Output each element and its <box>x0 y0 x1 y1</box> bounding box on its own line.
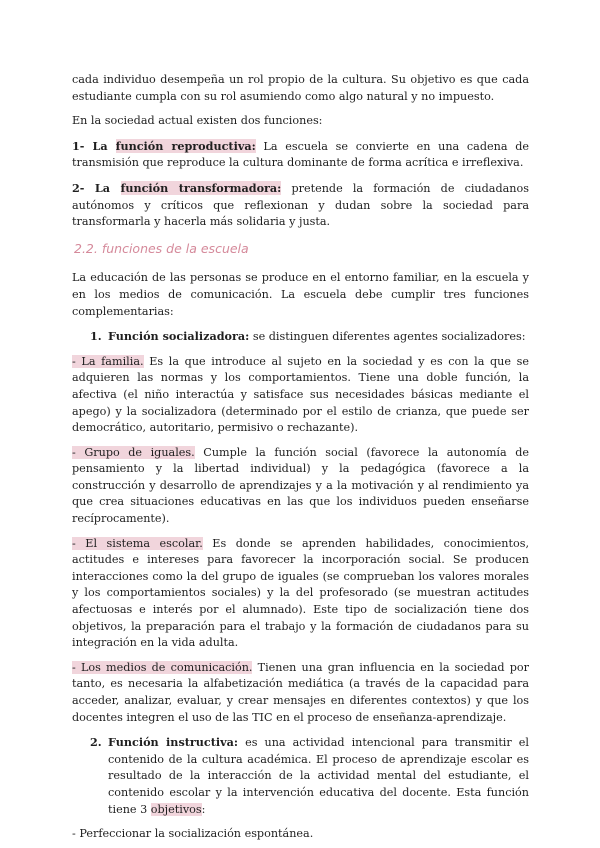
f2-label-a: La <box>94 180 121 195</box>
function1-body <box>108 328 526 346</box>
agent-peers <box>72 445 529 528</box>
f1-text: La escuela se convierte en una cadena de transmisión que reproduce la cultura dominante de forma acrítica e irreflexiva. <box>72 139 529 170</box>
agent-peers-text: Cumple la función social (favorece la autonomía de pensamiento y la libertad individual) y la pedagógica (favorece a la construcción y desarrollo de aprendizajes y a la motivación y al rendimiento ya que crea situaciones educativas en las que los individuos pueden enseñarse recíprocamente). <box>72 445 530 526</box>
function2-end: : <box>201 802 206 816</box>
agent-media-label: - Los medios de comunicación. <box>72 660 253 674</box>
objective-1: - Perfeccionar la socialización espontánea. <box>72 827 314 841</box>
f2-number: 2- <box>72 180 85 195</box>
function2-label: Función instructiva: <box>108 735 239 750</box>
paragraph-intro-continued: cada individuo desempeña un rol propio de la cultura. Su objetivo es que cada estudiante cumpla con su rol asumiendo como algo natural y no impuesto. <box>72 73 529 103</box>
f2-text: pretende la formación de ciudadanos autónomos y críticos que reflexionan y dudan sobre la sociedad para transformarla y hacerla más solidaria y justa. <box>72 181 529 229</box>
function2-number: 2. <box>90 735 102 750</box>
function-transformative <box>72 180 529 231</box>
function2-text: es una actividad intencional para transmitir el contenido de la cultura académica. El proceso de aprendizaje escolar es resultado de la interacción de la actividad mental del estudiante, el contenido escolar y la intervención educativa del docente. Esta función tiene 3 <box>108 736 529 816</box>
f1-label-a: La <box>92 138 116 153</box>
function2-highlight-word: objetivos <box>150 802 202 816</box>
f1-number: 1- <box>72 138 85 153</box>
function-socializing <box>72 328 529 346</box>
f1-label-highlight: función reproductiva: <box>115 138 256 153</box>
section-heading: 2.2. funciones de la escuela <box>74 240 249 256</box>
function1-text: se distinguen diferentes agentes socializadores: <box>249 330 526 344</box>
agent-peers-label: - Grupo de iguales. <box>72 445 195 459</box>
function1-label: Función socializadora: <box>108 329 250 344</box>
agent-school <box>72 536 529 652</box>
agent-family <box>72 354 529 437</box>
agent-media <box>72 660 529 726</box>
section-intro: La educación de las personas se produce en el entorno familiar, en la escuela y en los medios de comunicación. La escuela debe cumplir tres funciones complementarias: <box>72 271 529 318</box>
f2-label-highlight: función transformadora: <box>120 180 282 195</box>
function-instructive <box>72 734 529 818</box>
function1-number: 1. <box>90 329 102 344</box>
agent-family-text: Es la que introduce al sujeto en la sociedad y es con la que se adquieren las normas y los comportamientos. Tiene una doble función, la afectiva (el niño interactúa y satisface sus necesidades básicas mediante el apego) y la socializadora (determinado por el estilo de crianza, que puede ser democrático, autoritario, permisivo o rechazante). <box>72 354 529 435</box>
agent-school-label: - El sistema escolar. <box>72 536 203 550</box>
paragraph-two-functions: En la sociedad actual existen dos funciones: <box>72 114 323 128</box>
function2-body <box>108 734 529 818</box>
function-reproductive <box>72 138 529 172</box>
agent-media-text: Tienen una gran influencia en la sociedad por tanto, es necesaria la alfabetización mediática (a través de la capacidad para acceder, analizar, evaluar, y crear mensajes en diferentes contextos) y que los docentes integren el uso de las TIC en el proceso de enseñanza-aprendizaje. <box>72 660 530 724</box>
agent-family-label: - La familia. <box>72 354 144 368</box>
agent-school-text: Es donde se aprenden habilidades, conocimientos, actitudes e intereses para favorecer la incorporación social. Se producen interacciones como la del grupo de iguales (se comprueban los valores morales y los comportamientos sociales) y la del profesorado (se muestran actitudes afectuosas e interés por el alumnado). Este tipo de socialización tiene dos objetivos, la preparación para el trabajo y la formación de ciudadanos para su integración en la vida adulta. <box>72 536 529 650</box>
